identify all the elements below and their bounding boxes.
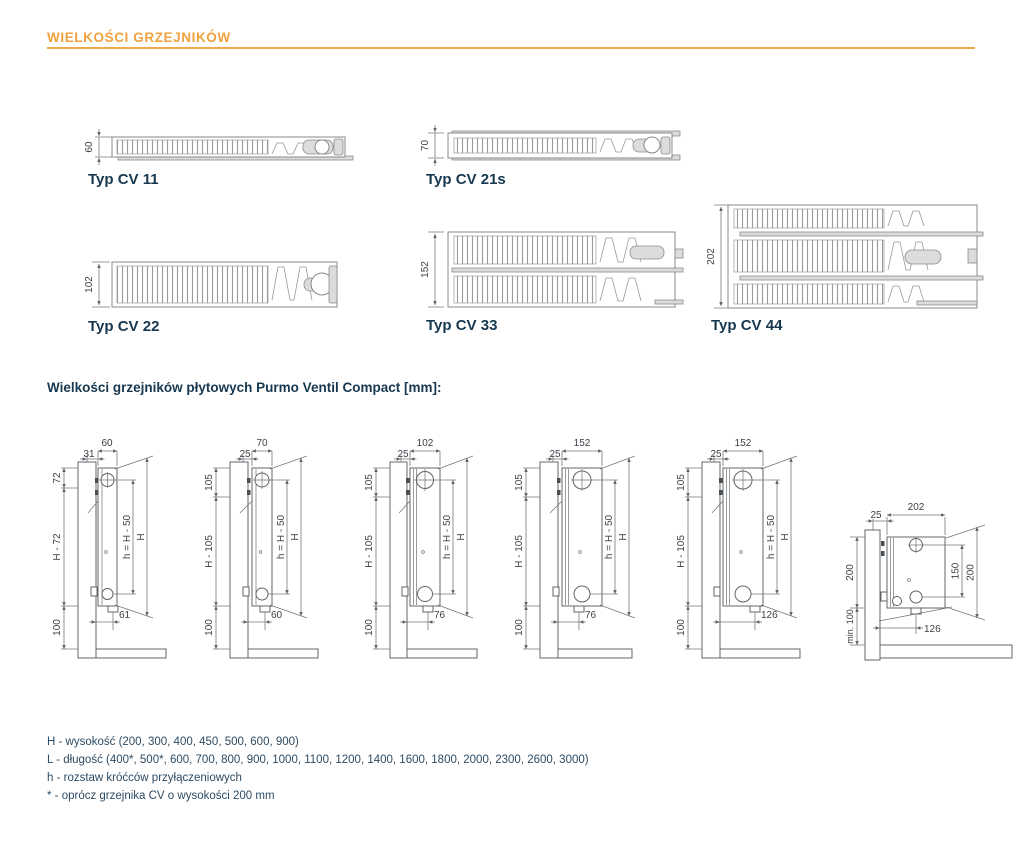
cross-section-cv22: [84, 262, 337, 307]
dim-depth-cv33: 152: [420, 261, 431, 278]
dim-depth-cv21s: 70: [420, 139, 431, 152]
pipe-connection-bottom: [735, 586, 751, 602]
radiator-panel: [98, 468, 117, 606]
dim-bottom: 61: [119, 610, 131, 621]
dim-width: 202: [907, 502, 925, 513]
dim-pipe-spacing: h = H - 50: [766, 514, 777, 560]
dim-seg-mid: H - 105: [514, 535, 525, 568]
page-title: WIELKOŚCI GRZEJNIKÓW: [47, 30, 231, 45]
dim-depth-cv44: 202: [706, 248, 717, 265]
dim-seg-bottom: 100: [364, 619, 375, 636]
dim-seg-top: 105: [676, 474, 687, 491]
wall: [865, 530, 880, 660]
legend-line-length: L - długość (400*, 500*, 600, 700, 800, 900, 1000, 1100, 1200, 1400, 1600, 1800, 2000, 2300, 2600, 3000): [47, 754, 589, 766]
dim-depth-cv22: 102: [84, 276, 95, 293]
side-view-cv21s: [204, 438, 318, 658]
dim-bottom: 126: [924, 624, 941, 635]
dim-height-right: 200: [965, 564, 977, 581]
pipe-connection-bottom: [574, 586, 590, 602]
dim-offset: 25: [710, 449, 722, 460]
wall: [702, 462, 720, 658]
floor: [96, 649, 166, 658]
cross-section-cv11: [84, 129, 353, 165]
pipe-connection-bottom: [102, 589, 113, 600]
wall: [540, 462, 558, 658]
wall: [390, 462, 407, 658]
dim-width: 70: [256, 438, 268, 449]
section-title: Wielkości grzejników płytowych Purmo Ventil Compact [mm]:: [47, 380, 442, 395]
dim-height: H: [618, 533, 629, 541]
dim-seg-mid: H - 105: [364, 535, 375, 568]
dim-seg-bottom: 100: [52, 619, 63, 636]
side-view-cv22: [364, 438, 477, 658]
dim-height: H: [136, 533, 147, 541]
side-view-cv33: [514, 438, 635, 658]
legend-line-height: H - wysokość (200, 300, 400, 450, 500, 600, 900): [47, 736, 299, 748]
floor: [880, 645, 1012, 658]
dim-depth-cv11: 60: [84, 141, 95, 153]
pipe-connection-bottom: [910, 591, 922, 603]
cross-section-cv33: [420, 232, 683, 307]
dim-width: 102: [416, 438, 434, 449]
dim-seg-mid: H - 105: [676, 535, 687, 568]
corner-view-low-radiator: [845, 502, 1012, 660]
dim-seg-top: 105: [204, 474, 215, 491]
dim-bottom: 60: [271, 610, 283, 621]
dim-bottom: 76: [585, 610, 597, 621]
dim-offset: 31: [83, 449, 95, 460]
dim-seg-mid: H - 105: [204, 535, 215, 568]
dim-width: 152: [573, 438, 591, 449]
dim-offset: 25: [397, 449, 409, 460]
dim-offset: 25: [870, 510, 882, 521]
dim-height: H: [290, 533, 301, 541]
floor: [558, 649, 632, 658]
dim-seg-mid: H - 72: [52, 533, 63, 561]
type-label-cv44: Typ CV 44: [711, 317, 783, 334]
side-view-cv44: [676, 438, 800, 658]
dim-pipe-spacing: h = H - 50: [442, 514, 453, 560]
dim-seg-top: 105: [364, 474, 375, 491]
dim-pipe-spacing: 150: [950, 562, 962, 580]
cross-section-cv44: [706, 205, 983, 308]
dim-pipe-spacing: h = H - 50: [276, 514, 287, 560]
pipe-connection-bottom: [256, 588, 268, 600]
dim-width: 152: [734, 438, 752, 449]
dim-height-left: 200: [845, 564, 856, 581]
wall: [78, 462, 96, 658]
pipe-connection-bottom: [418, 587, 433, 602]
side-view-cv11: [52, 438, 166, 658]
dim-seg-top: 105: [514, 474, 525, 491]
dim-width: 60: [101, 438, 113, 449]
dim-height: H: [456, 533, 467, 541]
floor: [248, 649, 318, 658]
type-label-cv33: Typ CV 33: [426, 317, 498, 334]
dim-bottom: 76: [434, 610, 446, 621]
dim-seg-bottom: 100: [204, 619, 215, 636]
dim-height: H: [780, 533, 791, 541]
dim-floor-clearance: min. 100: [845, 609, 855, 644]
wall: [230, 462, 248, 658]
dim-seg-bottom: 100: [676, 619, 687, 636]
dim-pipe-spacing: h = H - 50: [604, 514, 615, 560]
legend-line-note: * - oprócz grzejnika CV o wysokości 200 mm: [47, 790, 275, 802]
floor: [720, 649, 800, 658]
floor: [407, 649, 477, 658]
dim-pipe-spacing: h = H - 50: [122, 514, 133, 560]
dim-seg-bottom: 100: [514, 619, 525, 636]
dim-offset: 25: [239, 449, 251, 460]
legend-line-spacing: h - rozstaw króćców przyłączeniowych: [47, 772, 242, 784]
type-label-cv11: Typ CV 11: [88, 171, 159, 188]
cross-section-cv21s: [420, 125, 680, 166]
dim-offset: 25: [549, 449, 561, 460]
dim-bottom: 126: [761, 610, 778, 621]
type-label-cv21s: Typ CV 21s: [426, 171, 506, 188]
dim-seg-top: 72: [52, 472, 63, 484]
type-label-cv22: Typ CV 22: [88, 318, 160, 335]
